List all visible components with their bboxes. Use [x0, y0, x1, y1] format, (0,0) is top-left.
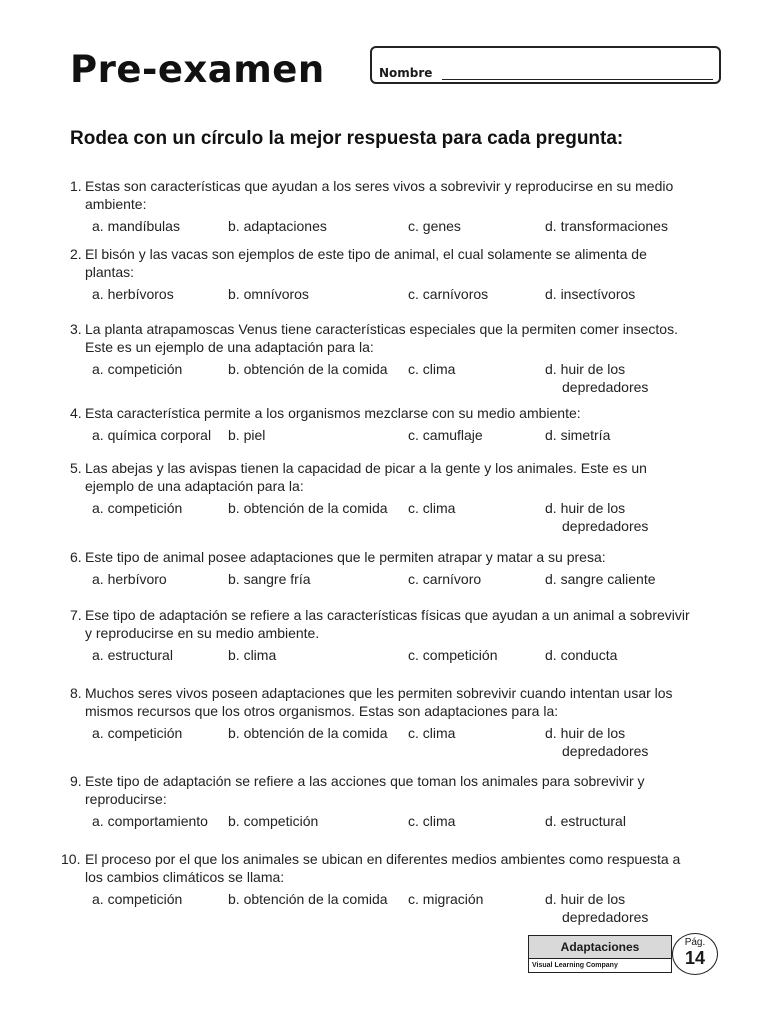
question-text: El bisón y las vacas son ejemplos de este tipo de animal, el cual solamente se alimenta de plantas: [85, 246, 647, 280]
page-number: 14 [684, 948, 706, 968]
answer-d-text: d. huir de los [545, 361, 626, 377]
question-text: La planta atrapamoscas Venus tiene características especiales que la permiten comer insectos. Este es un ejemplo de una adaptación para la: [85, 321, 678, 355]
question-8 [70, 684, 690, 762]
answer-a[interactable]: a. química corporal [92, 427, 212, 443]
question-2 [70, 245, 690, 305]
answer-c[interactable]: c. camuflaje [408, 427, 483, 443]
question-10 [61, 850, 690, 928]
question-6 [70, 548, 690, 590]
answer-c[interactable]: c. carnívoro [408, 571, 482, 587]
question-number: 4. [70, 405, 82, 421]
answer-d[interactable]: d. insectívoros [545, 286, 636, 302]
question-number: 6. [70, 549, 82, 565]
answer-c[interactable]: c. carnívoros [408, 286, 489, 302]
page-title: Pre-examen [70, 48, 325, 91]
question-number: 5. [70, 460, 82, 476]
answer-d-continued: depredadores [562, 909, 649, 925]
question-text: Ese tipo de adaptación se refiere a las características físicas que ayudan a un animal a sobrevivir y reproducirse en su medio ambiente. [85, 607, 690, 641]
answer-d[interactable]: d. sangre caliente [545, 571, 656, 587]
answer-a[interactable]: a. herbívoros [92, 286, 174, 302]
answer-c[interactable]: c. competición [408, 647, 498, 663]
answer-a[interactable]: a. comportamiento [92, 813, 208, 829]
question-number: 3. [70, 321, 82, 337]
question-1 [70, 177, 690, 237]
question-text: Las abejas y las avispas tienen la capacidad de picar a la gente y los animales. Este es un ejemplo de una adaptación para la: [85, 460, 647, 494]
question-number: 9. [70, 773, 82, 789]
answer-d-continued: depredadores [562, 518, 649, 534]
answer-d[interactable] [545, 724, 648, 760]
answer-b[interactable]: b. omnívoros [228, 286, 309, 302]
question-9 [70, 772, 690, 832]
question-text: Este tipo de adaptación se refiere a las acciones que toman los animales para sobrevivir y reproducirse: [85, 773, 645, 807]
question-number: 2. [70, 246, 82, 262]
answer-c[interactable]: c. clima [408, 813, 456, 829]
answer-c[interactable]: c. clima [408, 500, 456, 516]
question-number: 8. [70, 685, 82, 701]
question-number: 1. [70, 178, 82, 194]
footer-unit-box [528, 935, 672, 973]
answer-d[interactable] [545, 499, 648, 535]
answer-b[interactable]: b. obtención de la comida [228, 725, 388, 741]
footer-publisher: Visual Learning Company [529, 959, 671, 972]
answer-d-continued: depredadores [562, 743, 649, 759]
instructions: Rodea con un círculo la mejor respuesta para cada pregunta: [70, 128, 624, 149]
name-line [442, 79, 713, 80]
answer-c[interactable]: c. migración [408, 891, 484, 907]
answer-d[interactable] [545, 360, 648, 396]
answer-d[interactable]: d. estructural [545, 813, 626, 829]
question-7 [70, 606, 690, 666]
answer-b[interactable]: b. clima [228, 647, 277, 663]
answer-a[interactable]: a. competición [92, 500, 183, 516]
name-label: Nombre [379, 66, 433, 80]
question-4 [70, 404, 690, 446]
answer-b[interactable]: b. sangre fría [228, 571, 311, 587]
answer-d-text: d. huir de los [545, 891, 626, 907]
answer-d[interactable] [545, 890, 648, 926]
question-number: 10. [61, 851, 81, 867]
answer-b[interactable]: b. obtención de la comida [228, 500, 388, 516]
answer-c[interactable]: c. clima [408, 725, 456, 741]
answer-a[interactable]: a. competición [92, 361, 183, 377]
answer-d-continued: depredadores [562, 379, 649, 395]
answer-b[interactable]: b. piel [228, 427, 266, 443]
question-3 [70, 320, 690, 398]
footer-unit-title: Adaptaciones [529, 936, 671, 959]
page-label: Pág. [684, 937, 706, 948]
question-text: El proceso por el que los animales se ubican en diferentes medios ambientes como respuesta a los cambios climáticos se llama: [85, 851, 681, 885]
answer-a[interactable]: a. estructural [92, 647, 173, 663]
answer-d[interactable]: d. simetría [545, 427, 611, 443]
answer-c[interactable]: c. genes [408, 218, 461, 234]
question-number: 7. [70, 607, 82, 623]
answer-d[interactable]: d. transformaciones [545, 218, 668, 234]
answer-b[interactable]: b. adaptaciones [228, 218, 327, 234]
question-text: Esta característica permite a los organismos mezclarse con su medio ambiente: [85, 405, 581, 421]
page-number-badge [672, 933, 718, 975]
answer-b[interactable]: b. obtención de la comida [228, 891, 388, 907]
answer-d-text: d. huir de los [545, 725, 626, 741]
answer-a[interactable]: a. competición [92, 725, 183, 741]
answer-d-text: d. huir de los [545, 500, 626, 516]
answer-b[interactable]: b. obtención de la comida [228, 361, 388, 377]
name-field-box [370, 46, 721, 84]
answer-a[interactable]: a. mandíbulas [92, 218, 180, 234]
answer-a[interactable]: a. competición [92, 891, 183, 907]
answer-a[interactable]: a. herbívoro [92, 571, 167, 587]
answer-c[interactable]: c. clima [408, 361, 456, 377]
question-5 [70, 459, 690, 537]
answer-d[interactable]: d. conducta [545, 647, 618, 663]
question-text: Muchos seres vivos poseen adaptaciones que les permiten sobrevivir cuando intentan usar los mismos recursos que los otros organismos. Estas son adaptaciones para la: [85, 685, 673, 719]
question-text: Este tipo de animal posee adaptaciones que le permiten atrapar y matar a su presa: [85, 549, 606, 565]
answer-b[interactable]: b. competición [228, 813, 319, 829]
question-text: Estas son características que ayudan a los seres vivos a sobrevivir y reproducirse en su medio ambiente: [85, 178, 674, 212]
